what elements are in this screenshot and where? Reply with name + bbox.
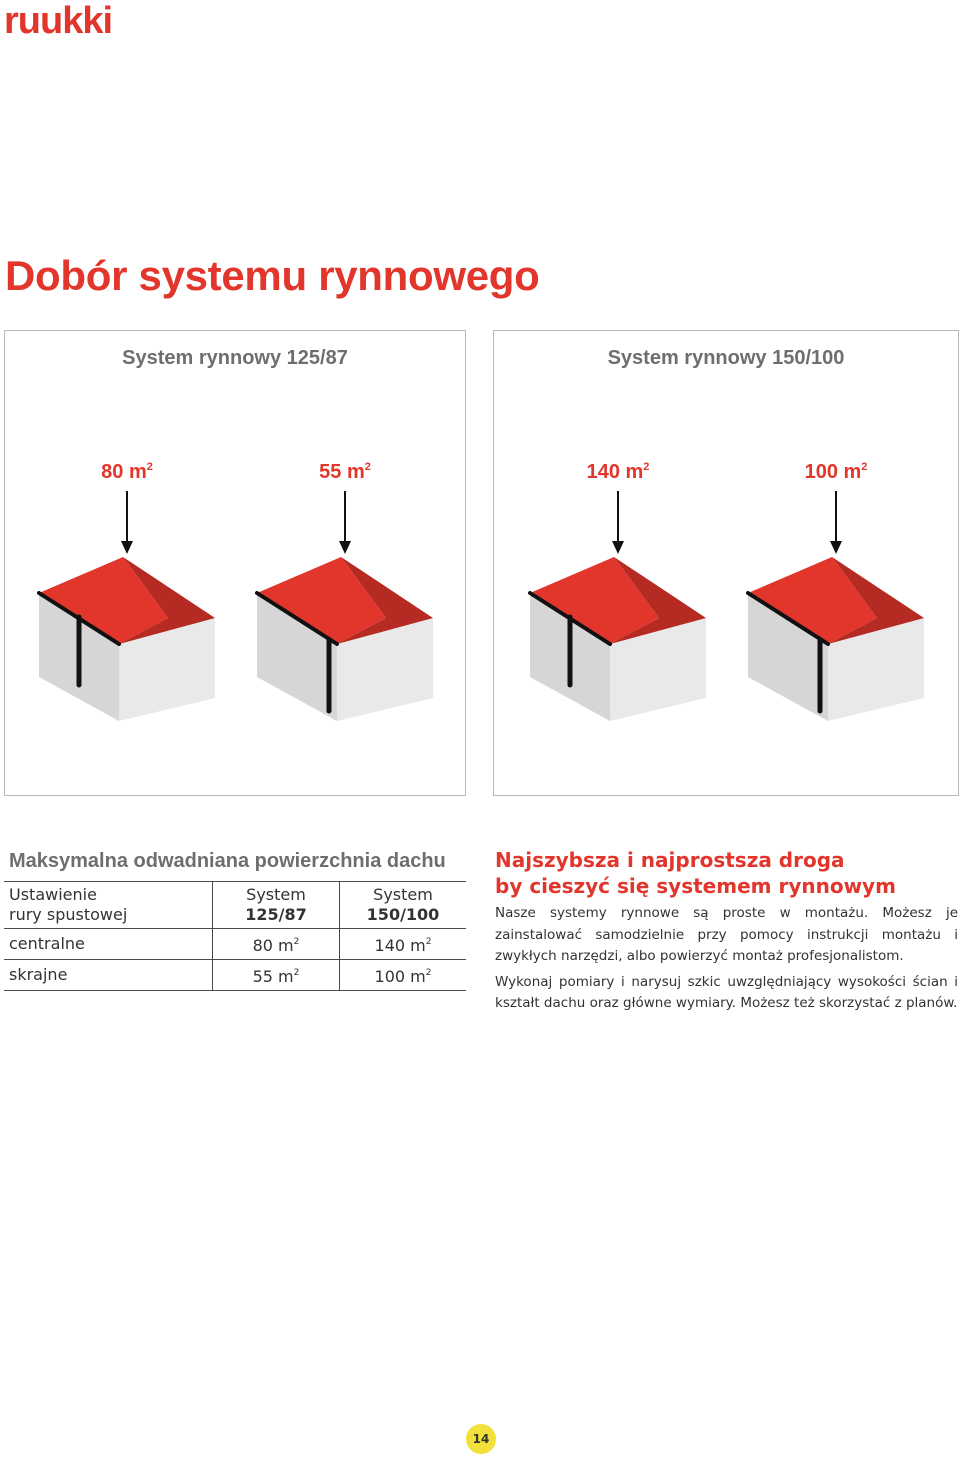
header-cell: System 125/87 [213, 882, 340, 929]
page-number-badge: 14 [466, 1424, 496, 1454]
table-title: Maksymalna odwadniana powierzchnia dachu [9, 850, 446, 872]
page-title: Dobór systemu rynnowego [5, 252, 540, 299]
panel-system-125-87 [4, 330, 466, 796]
drainage-area-table [4, 881, 466, 991]
info-heading: Najszybsza i najprostsza droga by cieszyć się systemem rynnowym [495, 848, 896, 898]
house-edge-downpipe-illustration [253, 553, 443, 723]
arrow-down-icon [338, 491, 352, 555]
table-row [4, 960, 466, 991]
header-cell: System 150/100 [340, 882, 467, 929]
area-label: 140 $m^2$ [586, 461, 650, 483]
table-cell: 80 $m^2$ [213, 929, 340, 960]
arrow-down-icon [829, 491, 843, 555]
house-edge-downpipe-illustration [744, 553, 934, 723]
row-label: centralne [4, 929, 213, 960]
svg-text:ruukki: ruukki [4, 2, 113, 38]
header-cell: Ustawienie rury spustowej [4, 882, 213, 929]
table-cell: 55 $m^2$ [213, 960, 340, 991]
panel-title: System rynnowy 150/100 [607, 347, 845, 369]
info-paragraph: Nasze systemy rynnowe są proste w montażu. Możesz je zainstalować samodzielnie przy pomocy instrukcji montażu i zwykłych narzędzi, albo powierzyć montaż profesjonalistom. [495, 905, 958, 964]
arrow-down-icon [120, 491, 134, 555]
area-label: 100 $m^2$ [804, 461, 868, 483]
panel-system-150-100 [493, 330, 959, 796]
table-cell: 140 $m^2$ [340, 929, 467, 960]
panel-title: System rynnowy 125/87 [122, 347, 348, 369]
area-label: 80 $m^2$ [101, 461, 153, 483]
area-label: 55 $m^2$ [319, 461, 371, 483]
arrow-down-icon [611, 491, 625, 555]
row-label: skrajne [4, 960, 213, 991]
house-central-downpipe-illustration [526, 553, 716, 723]
table-row [4, 929, 466, 960]
table-cell: 100 $m^2$ [340, 960, 467, 991]
info-section [495, 847, 958, 1015]
table-header-row [4, 882, 466, 929]
info-paragraph: Wykonaj pomiary i narysuj szkic uwzględniający wysokości ścian i kształt dachu oraz główne wymiary. Możesz też skorzystać z planów. [495, 973, 958, 1011]
house-central-downpipe-illustration [35, 553, 225, 723]
ruukki-logo [4, 2, 154, 38]
